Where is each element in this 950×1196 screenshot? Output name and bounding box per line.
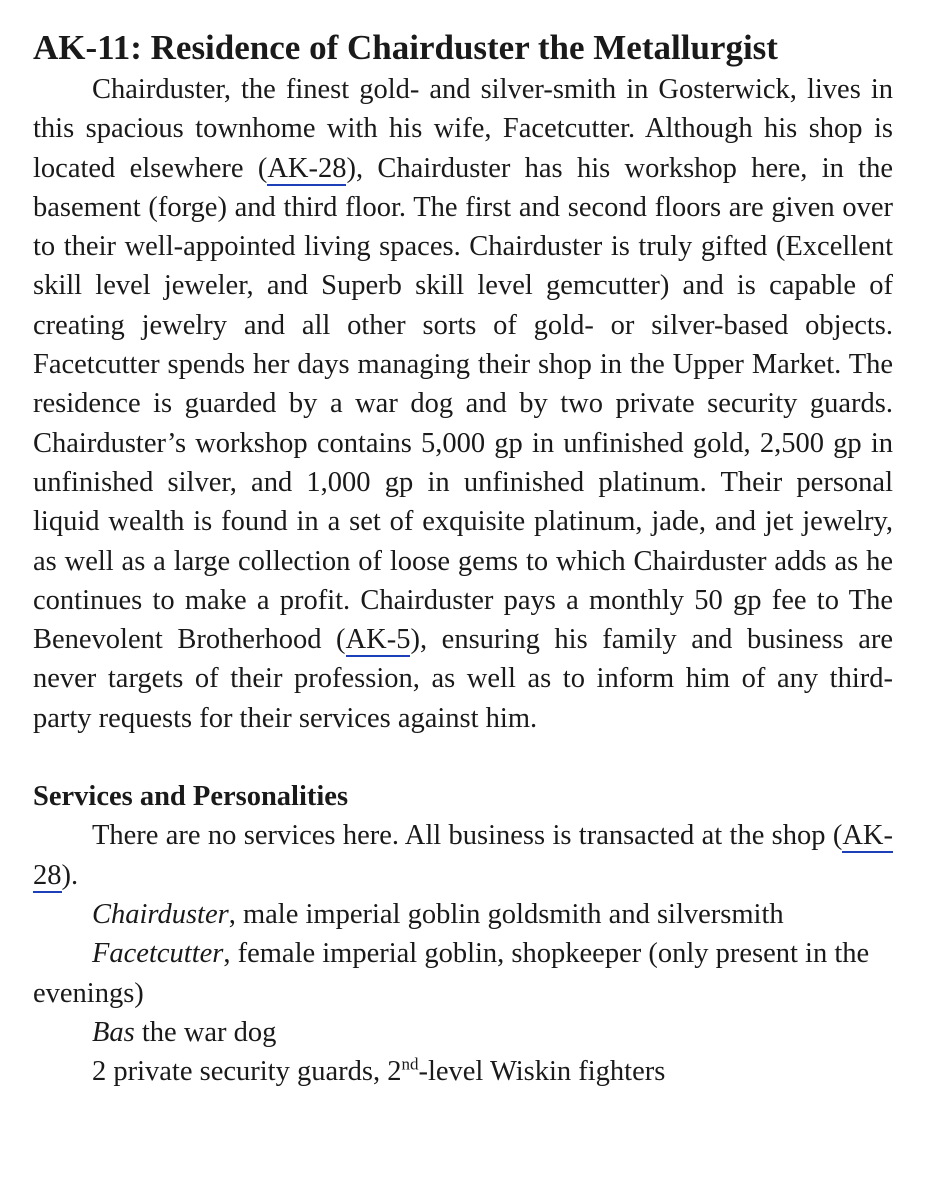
services-text-before: There are no services here. All business is transacted at the shop ( [92, 820, 843, 852]
document-page [33, 26, 893, 1091]
personality-desc: , female imperial goblin, shopkeeper (only present in the evenings) [33, 938, 870, 1009]
personality-name: Chairduster [92, 898, 229, 930]
personality-entry [33, 1013, 893, 1052]
personality-desc: , male imperial goblin goldsmith and silversmith [228, 898, 784, 930]
personality-entry [33, 934, 893, 1013]
personality-name: Facetcutter [92, 938, 224, 970]
guards-ordinal: nd [401, 1054, 419, 1074]
guards-suffix: -level Wiskin fighters [418, 1056, 666, 1088]
section-heading-services: Services and Personalities [33, 781, 349, 813]
location-description [33, 70, 893, 738]
xref-link-ak-5[interactable]: AK-5 [345, 624, 411, 656]
services-text [33, 816, 893, 895]
description-part-3: ), ensuring his family and business are never targets of their profession, as well as to inform him of any third-party requests for their services against him. [33, 624, 893, 734]
services-text-after: ). [61, 859, 79, 891]
guards-prefix: 2 private security guards, 2 [92, 1056, 402, 1088]
xref-link-ak-28[interactable]: AK-28 [267, 152, 347, 184]
xref-link-ak-28-services[interactable]: AK-28 [33, 820, 893, 891]
personality-entry [33, 895, 893, 934]
personality-name: Bas [92, 1016, 135, 1048]
personality-desc: the war dog [134, 1016, 277, 1048]
personality-entry-guards [33, 1052, 893, 1091]
description-part-1: Chairduster, the finest gold- and silver-smith in Gosterwick, lives in this spacious townhome with his wife, Facetcutter. Although his shop is located elsewhere ( [33, 74, 893, 184]
page-title: AK-11: Residence of Chairduster the Metallurgist [33, 28, 778, 67]
description-part-2: ), Chairduster has his workshop here, in the basement (forge) and third floor. The first and second floors are given over to their well-appointed living spaces. Chairduster is truly gifted (Excellent skill level jeweler, and Superb skill level gemcutter) and is capable of creating jewelry and all other sorts of gold- or silver-based objects. Facetcutter spends her days managing their shop in the Upper Market. The residence is guarded by a war dog and by two private security guards. Chairduster’s workshop contains 5,000 gp in unfinished gold, 2,500 gp in unfinished silver, and 1,000 gp in unfinished platinum. Their personal liquid wealth is found in a set of exquisite platinum, jade, and jet jewelry, as well as a large collection of loose gems to which Chairduster adds as he continues to make a profit. Chairduster pays a monthly 50 gp fee to The Benevolent Brotherhood ( [33, 152, 893, 656]
